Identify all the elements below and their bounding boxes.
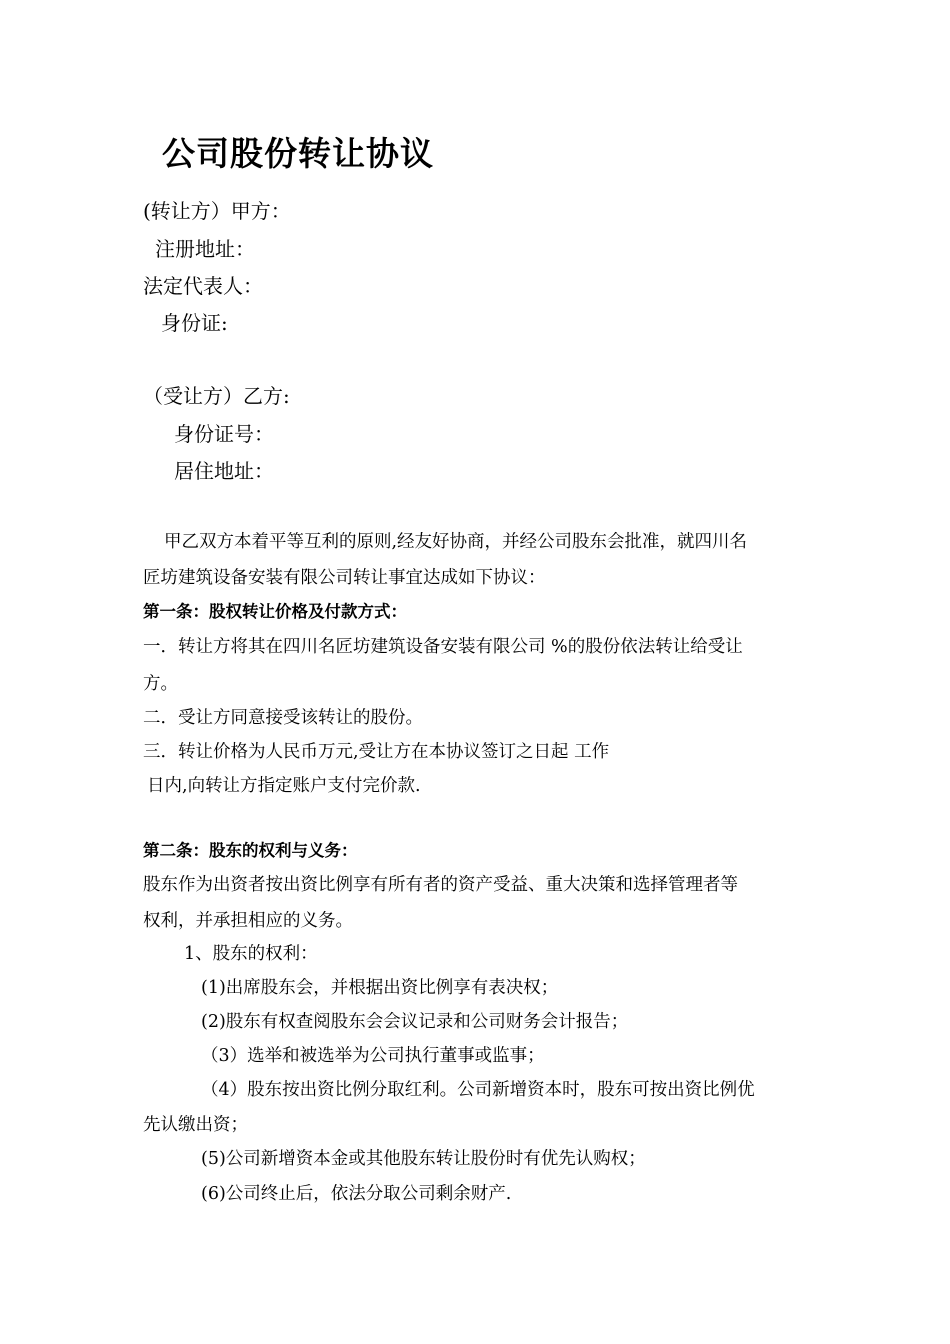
article-2-intro-line: 权利，并承担相应的义务。: [143, 911, 353, 931]
rights-item: (5)公司新增资本金或其他股东转让股份时有优先认购权；: [201, 1149, 646, 1169]
rights-item: (2)股东有权查阅股东会会议记录和公司财务会计报告；: [201, 1012, 629, 1032]
preamble-line: 甲乙双方本着平等互利的原则,经友好协商，并经公司股东会批准，就四川名: [164, 532, 748, 552]
rights-item: （4）股东按出资比例分取红利。公司新增资本时，股东可按出资比例优: [201, 1080, 755, 1100]
document-title: 公司股份转让协议: [162, 134, 434, 173]
article-1-line: 日内,向转让方指定账户支付完价款.: [147, 776, 421, 796]
party-a-address: 注册地址：: [155, 237, 255, 261]
rights-heading: 1、股东的权利：: [184, 944, 318, 964]
party-a-id-card: 身份证:: [161, 311, 228, 335]
rights-item: （3）选举和被选举为公司执行董事或监事；: [201, 1046, 545, 1066]
preamble-line: 匠坊建筑设备安装有限公司转让事宜达成如下协议：: [143, 568, 546, 588]
article-2-intro-line: 股东作为出资者按出资比例享有所有者的资产受益、重大决策和选择管理者等: [143, 875, 738, 895]
party-a-heading: (转让方）甲方：: [143, 199, 291, 223]
party-b-heading: （受让方）乙方:: [143, 384, 290, 408]
article-1-line: 三．转让价格为人民币万元,受让方在本协议签订之日起 工作: [143, 742, 610, 762]
rights-item: (1)出席股东会，并根据出资比例享有表决权；: [201, 978, 559, 998]
article-1-line: 方。: [143, 674, 178, 694]
article-2-heading: 第二条：股东的权利与义务：: [143, 841, 358, 860]
party-b-residence: 居住地址：: [174, 459, 274, 483]
party-a-legal-rep: 法定代表人：: [143, 274, 263, 298]
article-1-line: 二．受让方同意接受该转让的股份。: [143, 708, 423, 728]
article-1-line: 一．转让方将其在四川名匠坊建筑设备安装有限公司 %的股份依法转让给受让: [143, 637, 743, 657]
article-1-heading: 第一条：股权转让价格及付款方式：: [143, 602, 407, 621]
rights-item: 先认缴出资；: [143, 1115, 248, 1135]
rights-item: (6)公司终止后，依法分取公司剩余财产.: [201, 1184, 512, 1204]
party-b-id-number: 身份证号：: [174, 422, 274, 446]
